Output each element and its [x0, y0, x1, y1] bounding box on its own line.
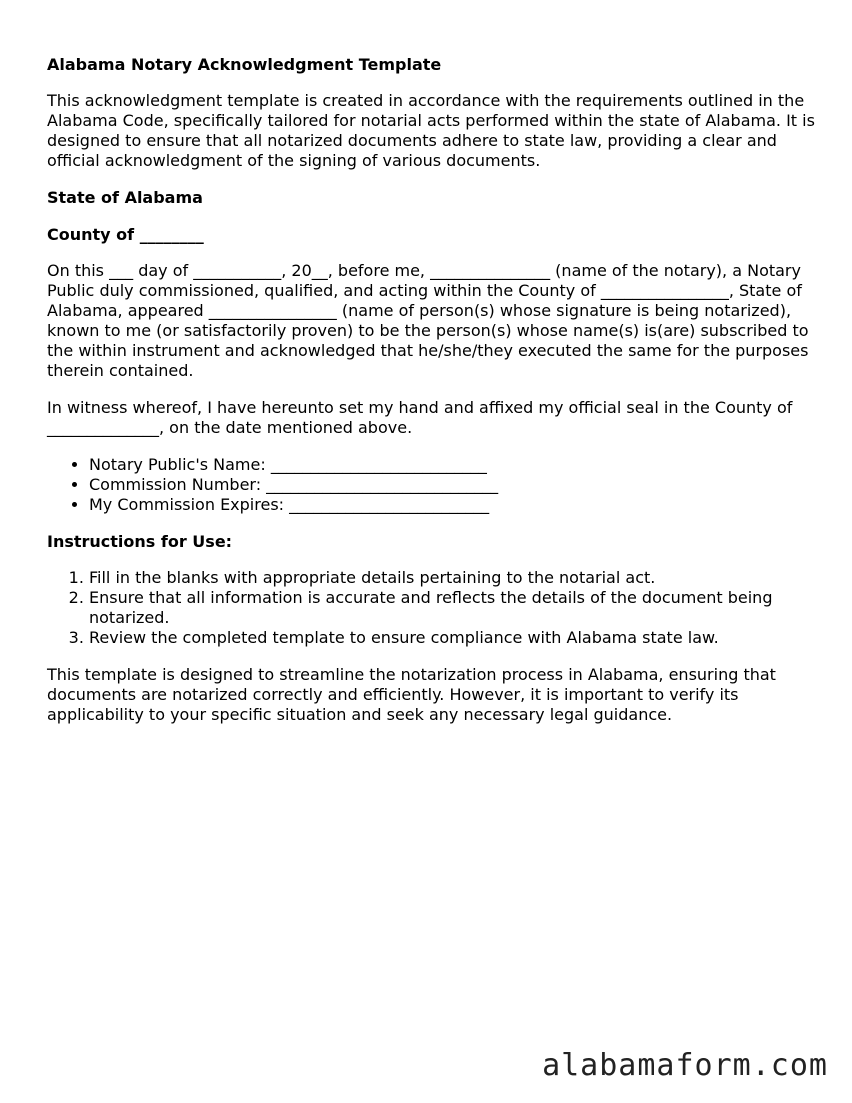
notary-name-field: • Notary Public's Name: ___________________________: [89, 455, 817, 475]
instructions-heading: Instructions for Use:: [47, 532, 233, 551]
witness-paragraph: In witness whereof, I have hereunto set my hand and affixed my official seal in the County of ______________, on the date mentioned above.: [47, 398, 793, 437]
document-title: Alabama Notary Acknowledgment Template: [47, 55, 442, 74]
state-heading: State of Alabama: [47, 188, 203, 207]
document-page: [47, 55, 817, 742]
commission-expires-field: • My Commission Expires: _________________________: [89, 495, 817, 515]
county-heading: County of ________: [47, 225, 204, 244]
instructions-list: [47, 568, 817, 648]
notary-fields-list: [47, 455, 817, 515]
closing-paragraph: This template is designed to streamline the notarization process in Alabama, ensuring that documents are notarized correctly and efficiently. However, it is important to verify its applicability to your specific situation and seek any necessary legal guidance.: [47, 665, 776, 724]
instruction-item: 3. Review the completed template to ensure compliance with Alabama state law.: [89, 628, 817, 648]
site-watermark: alabamaform.com: [542, 1048, 828, 1083]
commission-number-field: • Commission Number: _____________________________: [89, 475, 817, 495]
acknowledgment-paragraph: On this ___ day of ___________, 20__, before me, _______________ (name of the notary), a Notary Public duly commissioned, qualified, and acting within the County of ________________, State of Alabama, appeared ________________ (name of person(s) whose signature is being notarized), known to me (or satisfactorily proven) to be the person(s) whose name(s) is(are) subscribed to the within instrument and acknowledged that he/she/they executed the same for the purposes therein contained.: [47, 261, 809, 380]
instruction-item: 2. Ensure that all information is accurate and reflects the details of the document being notarized.: [89, 588, 817, 628]
intro-paragraph: This acknowledgment template is created in accordance with the requirements outlined in the Alabama Code, specifically tailored for notarial acts performed within the state of Alabama. It is designed to ensure that all notarized documents adhere to state law, providing a clear and official acknowledgment of the signing of various documents.: [47, 91, 815, 170]
instruction-item: 1. Fill in the blanks with appropriate details pertaining to the notarial act.: [89, 568, 817, 588]
